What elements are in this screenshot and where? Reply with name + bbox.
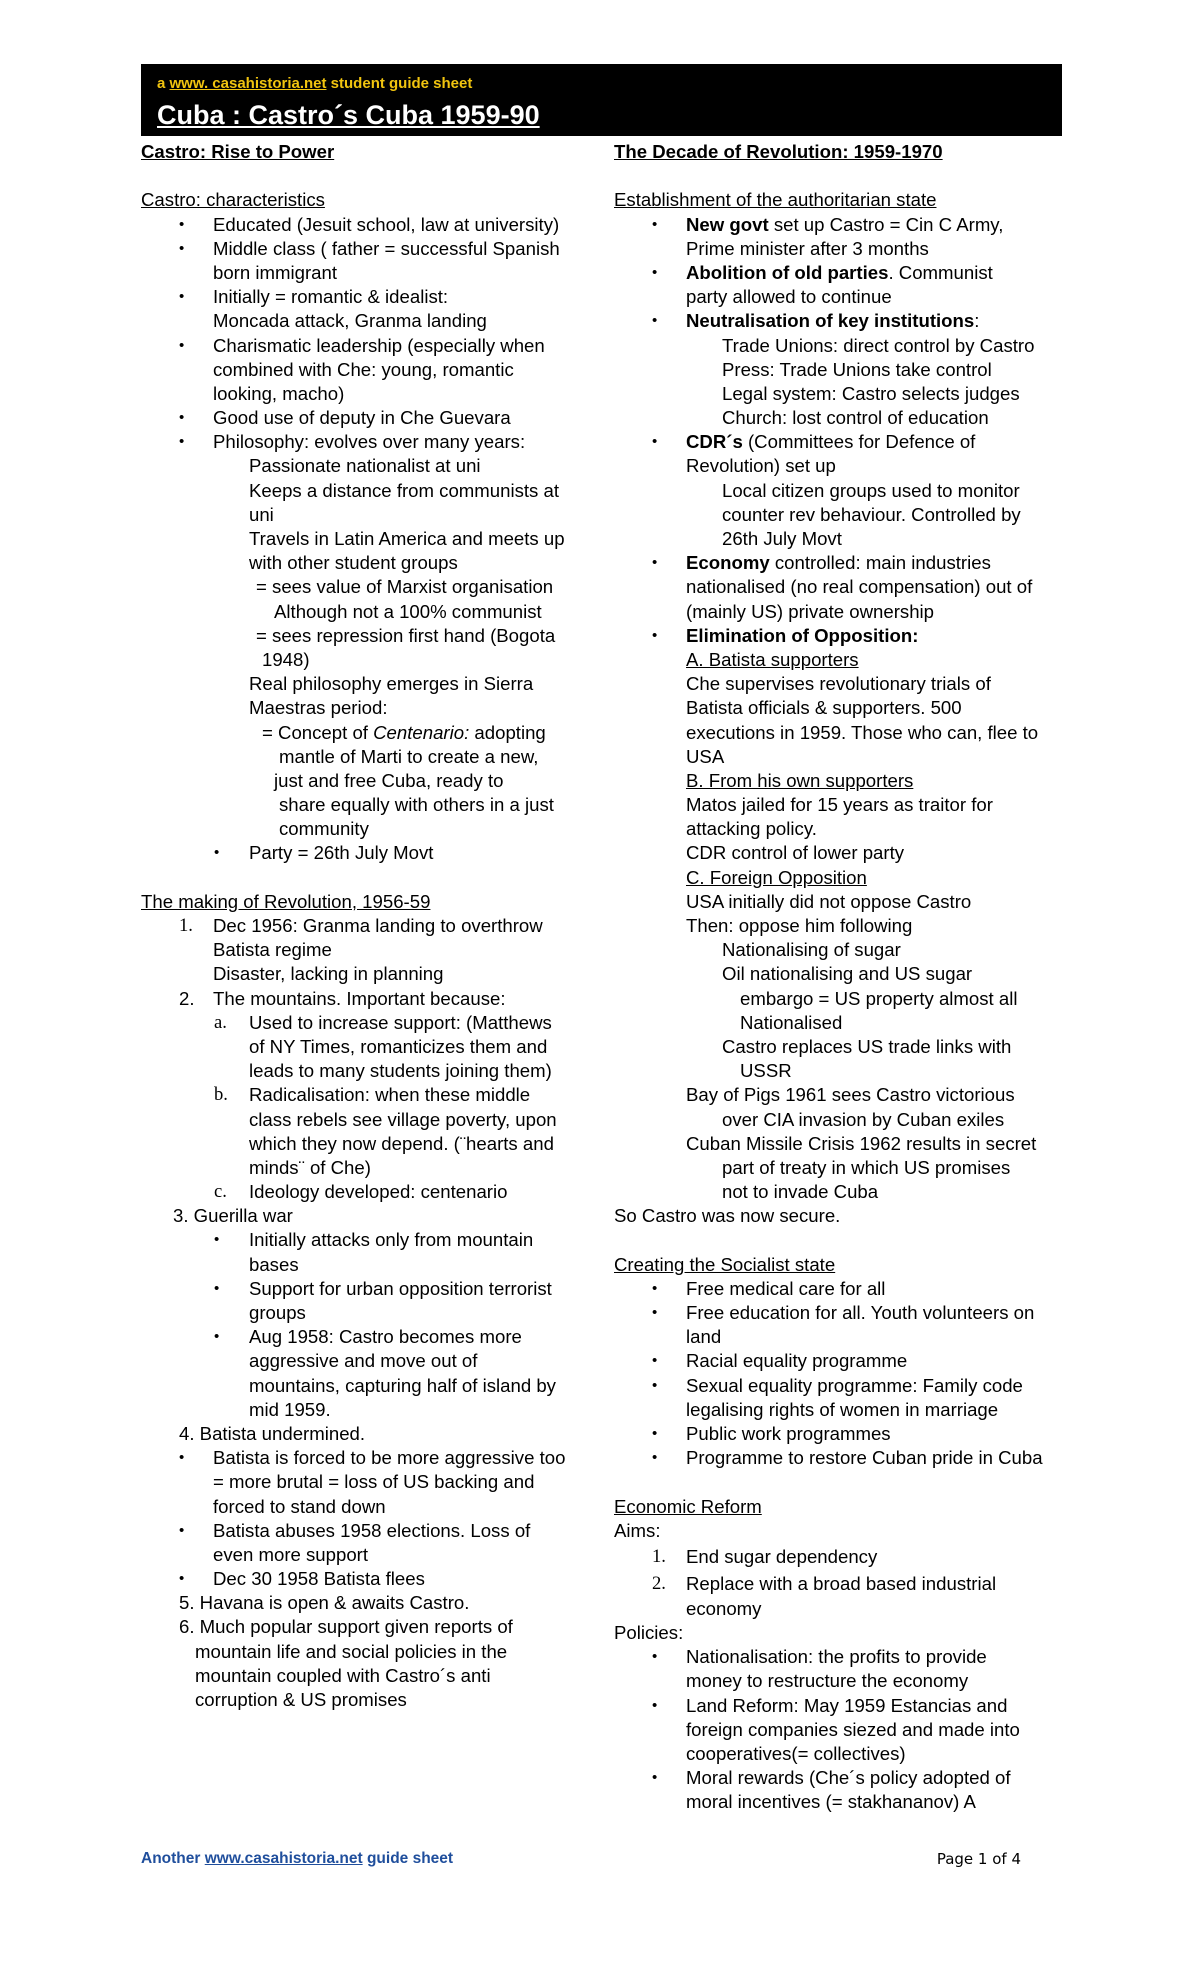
list-item-cont: born immigrant <box>213 261 338 283</box>
numbered-item: 2. The mountains. Important because: <box>179 987 506 1009</box>
list-item-cont: cooperatives(= collectives) <box>686 1743 906 1764</box>
list-subitem: embargo = US property almost all <box>740 987 1018 1009</box>
list-subitem: share equally with others in a just <box>279 794 554 816</box>
lettered-item-cont: of NY Times, romanticizes them and <box>249 1035 548 1057</box>
section-title-decade: The Decade of Revolution: 1959-1970 <box>614 141 943 162</box>
list-item: • Economy controlled: main industries <box>652 552 991 574</box>
subheading-batista: A. Batista supporters <box>686 648 859 670</box>
list-item: • Party = 26th July Movt <box>214 842 434 864</box>
footer-site-link[interactable]: www.casahistoria.net <box>204 1850 363 1867</box>
lettered-item-cont: leads to many students joining them) <box>249 1060 552 1082</box>
list-item-cont: mid 1959. <box>249 1398 331 1420</box>
list-item-cont: attacking policy. <box>686 818 817 840</box>
numbered-item-cont: mountain life and social policies in the <box>195 1640 508 1662</box>
aims-label: Aims: <box>614 1519 661 1541</box>
list-subitem: = sees repression first hand (Bogota <box>256 624 556 646</box>
list-item-cont: Prime minister after 3 months <box>686 237 929 259</box>
list-subitem: with other student groups <box>249 552 458 574</box>
list-item-cont: Batista officials & supporters. 500 <box>686 697 962 719</box>
list-item-cont: party allowed to continue <box>686 286 892 308</box>
footer-suffix: guide sheet <box>362 1850 454 1867</box>
list-subitem: USSR <box>740 1060 792 1082</box>
subheading-foreign: C. Foreign Opposition <box>686 866 867 888</box>
list-item: • Middle class ( father = successful Spanish <box>179 237 560 259</box>
list-subitem: Oil nationalising and US sugar <box>722 963 973 985</box>
list-item-cont: mountains, capturing half of island by <box>249 1374 556 1396</box>
header-suffix: student guide sheet <box>326 75 473 92</box>
summary-line: So Castro was now secure. <box>614 1205 841 1227</box>
list-item-cont: executions in 1959. Those who can, flee to <box>686 721 1039 743</box>
list-item: • Neutralisation of key institutions: <box>652 310 980 332</box>
list-item: • Dec 30 1958 Batista flees <box>179 1568 425 1590</box>
list-item: • CDR´s (Committees for Defence of <box>652 431 976 453</box>
numbered-item: 4. Batista undermined. <box>179 1422 366 1444</box>
list-item: • Nationalisation: the profits to provide <box>652 1646 987 1668</box>
list-subitem: Passionate nationalist at uni <box>249 455 481 477</box>
list-subitem: Nationalising of sugar <box>722 939 901 961</box>
list-item-cont: (mainly US) private ownership <box>686 600 935 622</box>
list-item-cont: even more support <box>213 1543 369 1565</box>
list-item: • Charismatic leadership (especially when <box>179 334 545 356</box>
list-subitem: counter rev behaviour. Controlled by <box>722 503 1021 525</box>
list-item: • Batista abuses 1958 elections. Loss of <box>179 1519 531 1541</box>
list-item: • Aug 1958: Castro becomes more <box>214 1326 522 1348</box>
heading-making-revolution: The making of Revolution, 1956-59 <box>141 890 431 912</box>
numbered-item-cont: economy <box>686 1597 762 1619</box>
right-column <box>614 140 1069 1815</box>
list-item-cont: land <box>686 1326 722 1348</box>
list-subitem: Castro replaces US trade links with <box>722 1035 1012 1057</box>
list-item: • Support for urban opposition terrorist <box>214 1277 552 1299</box>
list-item-cont: CDR control of lower party <box>686 842 905 864</box>
list-subitem: just and free Cuba, ready to <box>274 769 504 791</box>
list-item-cont: bases <box>249 1253 299 1275</box>
list-item-cont: foreign companies siezed and made into <box>686 1718 1020 1740</box>
list-item-cont: looking, macho) <box>213 382 345 404</box>
header-banner <box>141 64 1062 136</box>
list-subitem: not to invade Cuba <box>722 1181 879 1203</box>
list-item: • Philosophy: evolves over many years: <box>179 431 526 453</box>
list-item-cont: Che supervises revolutionary trials of <box>686 673 991 695</box>
list-subitem: = sees value of Marxist organisation <box>256 576 554 598</box>
list-subitem: Although not a 100% communist <box>274 600 542 622</box>
page-footer <box>141 1850 1021 1868</box>
list-item-cont: combined with Che: young, romantic <box>213 358 514 380</box>
list-subitem: Real philosophy emerges in Sierra <box>249 673 534 695</box>
heading-authoritarian: Establishment of the authoritarian state <box>614 189 937 211</box>
list-item: • Free medical care for all <box>652 1277 886 1299</box>
list-item: • Sexual equality programme: Family code <box>652 1374 1023 1396</box>
lettered-item: c. Ideology developed: centenario <box>214 1181 508 1203</box>
list-item: • Elimination of Opposition: <box>652 624 919 646</box>
heading-socialist: Creating the Socialist state <box>614 1253 836 1275</box>
list-item: • Programme to restore Cuban pride in Cuba <box>652 1447 1043 1469</box>
list-item-cont: groups <box>249 1302 306 1323</box>
list-item-cont: Moncada attack, Granma landing <box>213 310 487 332</box>
list-subitem: mantle of Marti to create a new, <box>279 745 539 767</box>
list-item-cont: Matos jailed for 15 years as traitor for <box>686 794 993 816</box>
lettered-item-cont: which they now depend. (¨hearts and <box>249 1132 554 1154</box>
list-subitem: 1948) <box>262 648 310 670</box>
header-site-link[interactable]: www. casahistoria.net <box>169 75 327 92</box>
section-title-rise: Castro: Rise to Power <box>141 141 335 162</box>
numbered-item: 2. Replace with a broad based industrial <box>652 1572 997 1594</box>
list-item-cont: Cuban Missile Crisis 1962 results in secret <box>686 1132 1037 1154</box>
lettered-item: a. Used to increase support: (Matthews <box>214 1011 552 1033</box>
numbered-item-cont: corruption & US promises <box>195 1689 407 1710</box>
lettered-item: b. Radicalisation: when these middle <box>214 1084 531 1106</box>
numbered-item-cont: mountain coupled with Castro´s anti <box>195 1664 491 1686</box>
page-title: Cuba : Castro´s Cuba 1959-90 <box>157 100 540 130</box>
numbered-item: 1. Dec 1956: Granma landing to overthrow <box>179 915 543 936</box>
list-item: • Batista is forced to be more aggressive too <box>179 1447 566 1469</box>
list-subitem: Travels in Latin America and meets up <box>249 528 565 549</box>
list-item: • Good use of deputy in Che Guevara <box>179 407 511 429</box>
list-item: • Moral rewards (Che´s policy adopted of <box>652 1767 1011 1789</box>
numbered-item: 5. Havana is open & awaits Castro. <box>179 1592 470 1614</box>
list-item-cont: USA initially did not oppose Castro <box>686 890 972 912</box>
list-item-cont: Then: oppose him following <box>686 915 913 936</box>
list-subitem: 26th July Movt <box>722 528 842 549</box>
list-item: • Land Reform: May 1959 Estancias and <box>652 1694 1008 1716</box>
list-item-cont: USA <box>686 745 725 767</box>
list-item-cont: Revolution) set up <box>686 455 836 477</box>
footer-prefix: Another <box>141 1850 205 1867</box>
header-prefix: a <box>157 75 170 92</box>
list-item: • New govt set up Castro = Cin C Army, <box>652 213 1004 235</box>
lettered-item-cont: minds¨ of Che) <box>249 1156 371 1178</box>
list-subitem: Maestras period: <box>249 697 388 719</box>
list-subitem: Local citizen groups used to monitor <box>722 479 1020 501</box>
list-subitem: community <box>279 818 369 840</box>
numbered-item: 1. End sugar dependency <box>652 1545 878 1567</box>
numbered-item: 3. Guerilla war <box>173 1205 293 1227</box>
heading-characteristics: Castro: characteristics <box>141 189 325 211</box>
numbered-item-cont: Disaster, lacking in planning <box>213 963 444 985</box>
list-item-cont: nationalised (no real compensation) out of <box>686 576 1033 598</box>
list-item-cont: legalising rights of women in marriage <box>686 1398 999 1420</box>
list-item: • Initially = romantic & idealist: <box>179 286 449 308</box>
list-subitem: Press: Trade Unions take control <box>722 358 992 380</box>
header-subtitle <box>157 75 472 92</box>
list-subitem: over CIA invasion by Cuban exiles <box>722 1108 1005 1130</box>
list-item: • Free education for all. Youth volunteers on <box>652 1302 1035 1323</box>
list-item-cont: = more brutal = loss of US backing and <box>213 1471 535 1493</box>
list-item: • Public work programmes <box>652 1422 891 1444</box>
list-subitem: = Concept of Centenario: adopting <box>262 721 546 743</box>
list-item: • Educated (Jesuit school, law at university) <box>179 213 560 235</box>
list-subitem: Nationalised <box>740 1011 843 1033</box>
numbered-item-cont: Batista regime <box>213 939 332 961</box>
policies-label: Policies: <box>614 1622 684 1644</box>
list-subitem: Trade Unions: direct control by Castro <box>722 334 1035 356</box>
list-subitem: Legal system: Castro selects judges <box>722 382 1020 404</box>
list-subitem: Church: lost control of education <box>722 407 989 429</box>
list-item-cont: Bay of Pigs 1961 sees Castro victorious <box>686 1084 1015 1106</box>
list-item: • Racial equality programme <box>652 1350 908 1372</box>
list-item-cont: moral incentives (= stakhananov) A <box>686 1791 976 1813</box>
lettered-item-cont: class rebels see village poverty, upon <box>249 1108 557 1130</box>
list-item-cont: aggressive and move out of <box>249 1350 478 1372</box>
left-column <box>141 140 596 1712</box>
list-item: • Abolition of old parties. Communist <box>652 261 993 283</box>
numbered-item: 6. Much popular support given reports of <box>179 1616 513 1638</box>
list-item: • Initially attacks only from mountain <box>214 1229 534 1251</box>
page-number: Page 1 of 4 <box>936 1850 1021 1868</box>
list-subitem: part of treaty in which US promises <box>722 1156 1011 1178</box>
list-item-cont: money to restructure the economy <box>686 1670 969 1692</box>
list-subitem: Keeps a distance from communists at <box>249 479 560 501</box>
heading-economic-reform: Economic Reform <box>614 1495 762 1517</box>
list-item-cont: forced to stand down <box>213 1495 386 1517</box>
list-subitem: uni <box>249 503 274 525</box>
subheading-own-supporters: B. From his own supporters <box>686 769 914 791</box>
